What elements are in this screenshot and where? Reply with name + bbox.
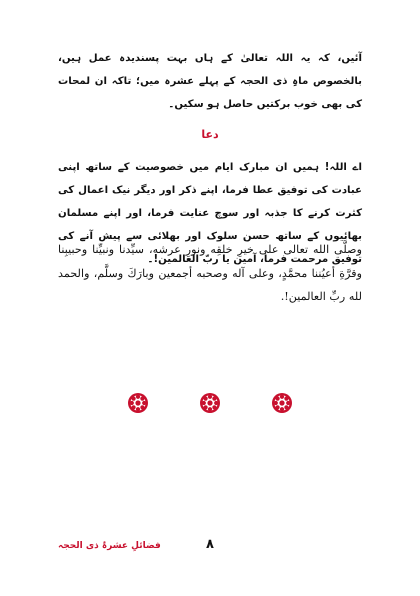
rosette-icon xyxy=(271,392,293,414)
salutation-paragraph: وصلَّى الله تعالى على خيرِ خلقِه ونورِ عرشه، سيِّدنا ونبيِّنا وحبيبِنا وقرَّةِ أعيُننا محمَّدٍ، وعلى آله وصحبه أجمعين وبارَكَ وسلَّم، والحمد لله ربِّ العالمين!. xyxy=(58,243,362,303)
intro-paragraph: آئیں، کہ یہ اللہ تعالیٰ کے ہاں بہت پسندیدہ عمل ہیں، بالخصوص ماہِ ذی الحجہ کے پہلے عشرہ میں؛ تاکہ ان لمحات کی بھی خوب برکتیں حاصل ہو سکیں۔ xyxy=(58,53,362,110)
dua-paragraph: اے اللہ! ہمیں ان مبارک ایام میں خصوصیت کے ساتھ اپنی عبادت کی توفیق عطا فرما، اپنے ذکر اور دیگر نیک اعمال کی کثرت کرنے کا جذبہ اور سوچ عنایت فرما، اور اپنے مسلمان بھائیوں کے ساتھ حسن سلوک اور بھلائی سے پیش آنے کی توفیق مرحمت فرما، آمین یا ربّ العالمین!۔ xyxy=(58,162,362,265)
footer-book-title: فضائلِ عشرۂ ذی الحجہ xyxy=(58,541,161,551)
ornament-row xyxy=(0,392,420,414)
rosette-icon xyxy=(199,392,221,414)
rosette-icon xyxy=(127,392,149,414)
section-heading: دعا xyxy=(201,128,219,141)
page-number: ۸ xyxy=(206,537,214,552)
